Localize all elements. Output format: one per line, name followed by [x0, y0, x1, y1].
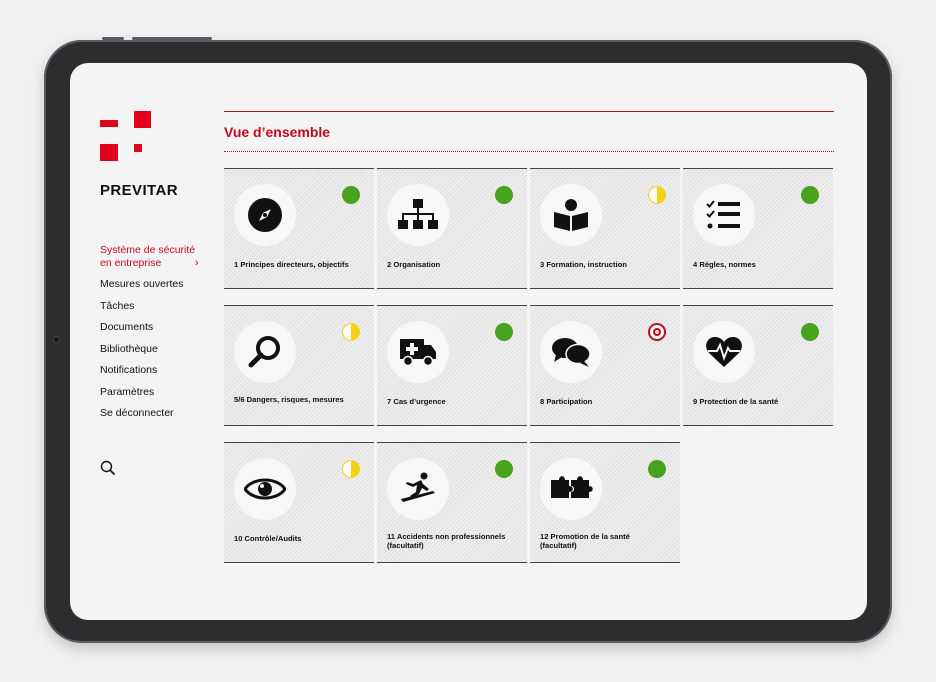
nav-item-tasks[interactable]: Tâches	[100, 299, 135, 312]
tile-icon-circle	[234, 458, 296, 520]
page-header	[224, 111, 834, 152]
nav-item-notifications[interactable]: Notifications	[100, 364, 158, 376]
org-chart-icon	[398, 198, 438, 232]
status-indicator-critical	[648, 323, 666, 341]
tile-icon-circle	[387, 321, 449, 383]
tile-non-occupational-accidents[interactable]	[377, 442, 527, 563]
divider	[224, 151, 834, 152]
status-indicator-partial	[342, 323, 360, 341]
tile-icon-circle	[387, 184, 449, 246]
checklist-icon	[706, 200, 742, 230]
tile-hazards-risks[interactable]	[224, 305, 374, 426]
tile-icon-circle	[693, 184, 755, 246]
tile-label: 9 Protection de la santé	[693, 397, 779, 406]
divider	[224, 111, 834, 112]
tile-icon-circle	[540, 458, 602, 520]
chat-bubbles-icon	[551, 336, 591, 368]
nav-item-logout[interactable]: Se déconnecter	[100, 407, 174, 419]
nav-item-label: Système de sécurité	[100, 244, 196, 256]
camera	[53, 336, 60, 343]
sidebar-nav	[100, 244, 210, 429]
tile-emergency[interactable]	[377, 305, 527, 426]
tile-label: 11 Accidents non professionnels (facultatif)	[387, 532, 506, 550]
status-indicator-partial	[342, 460, 360, 478]
status-indicator-ok	[648, 460, 666, 478]
compass-icon	[247, 197, 283, 233]
heartbeat-icon	[705, 336, 743, 368]
tile-label: 3 Formation, instruction	[540, 260, 627, 269]
tile-audits[interactable]	[224, 442, 374, 563]
previtar-logo	[100, 111, 152, 163]
magnifier-icon	[248, 335, 282, 369]
tile-guiding-principles[interactable]	[224, 168, 374, 289]
tile-label: 1 Principes directeurs, objectifs	[234, 260, 349, 269]
tile-label: 7 Cas d’urgence	[387, 397, 446, 406]
tile-training[interactable]	[530, 168, 680, 289]
tile-label: 2 Organisation	[387, 260, 441, 269]
page-title: Vue d’ensemble	[224, 124, 331, 140]
tile-icon-circle	[234, 321, 296, 383]
status-indicator-ok	[495, 460, 513, 478]
ambulance-icon	[399, 337, 437, 367]
status-indicator-ok	[495, 186, 513, 204]
tablet-frame	[44, 40, 892, 643]
tile-health-protection[interactable]	[683, 305, 833, 426]
tile-icon-circle	[540, 184, 602, 246]
tile-icon-circle	[693, 321, 755, 383]
tile-participation[interactable]	[530, 305, 680, 426]
tile-label: 5/6 Dangers, risques, mesures	[234, 395, 344, 404]
nav-item-settings[interactable]: Paramètres	[100, 385, 155, 398]
tile-icon-circle	[540, 321, 602, 383]
tile-icon-circle	[234, 184, 296, 246]
nav-item-open-measures[interactable]: Mesures ouvertes	[100, 278, 184, 290]
status-indicator-ok	[495, 323, 513, 341]
nav-item-documents[interactable]: Documents	[100, 321, 154, 333]
device-button	[132, 37, 212, 40]
snowboard-icon	[399, 472, 437, 506]
chevron-right-icon: ›	[195, 257, 199, 269]
brand-name: PREVITAR	[100, 182, 178, 199]
device-button	[102, 37, 124, 40]
tile-label: 4 Règles, normes	[693, 260, 756, 269]
status-indicator-ok	[342, 186, 360, 204]
eye-icon	[244, 476, 286, 502]
tile-rules-standards[interactable]	[683, 168, 833, 289]
book-reader-icon	[552, 198, 590, 232]
tile-label: 12 Promotion de la santé (facultatif)	[540, 532, 630, 550]
status-indicator-partial	[648, 186, 666, 204]
status-indicator-ok	[801, 323, 819, 341]
tile-health-promotion[interactable]	[530, 442, 680, 563]
tile-label: 8 Participation	[540, 397, 593, 406]
puzzle-icon	[549, 474, 593, 504]
nav-item-label: en entreprise	[100, 256, 162, 269]
tile-icon-circle	[387, 458, 449, 520]
search-icon[interactable]	[100, 460, 116, 476]
status-indicator-ok	[801, 186, 819, 204]
app-screen	[70, 63, 867, 620]
tile-label: 10 Contrôle/Audits	[234, 534, 302, 543]
nav-item-library[interactable]: Bibliothèque	[100, 342, 158, 355]
nav-item-safety-system[interactable]	[100, 244, 210, 269]
tile-organisation[interactable]	[377, 168, 527, 289]
